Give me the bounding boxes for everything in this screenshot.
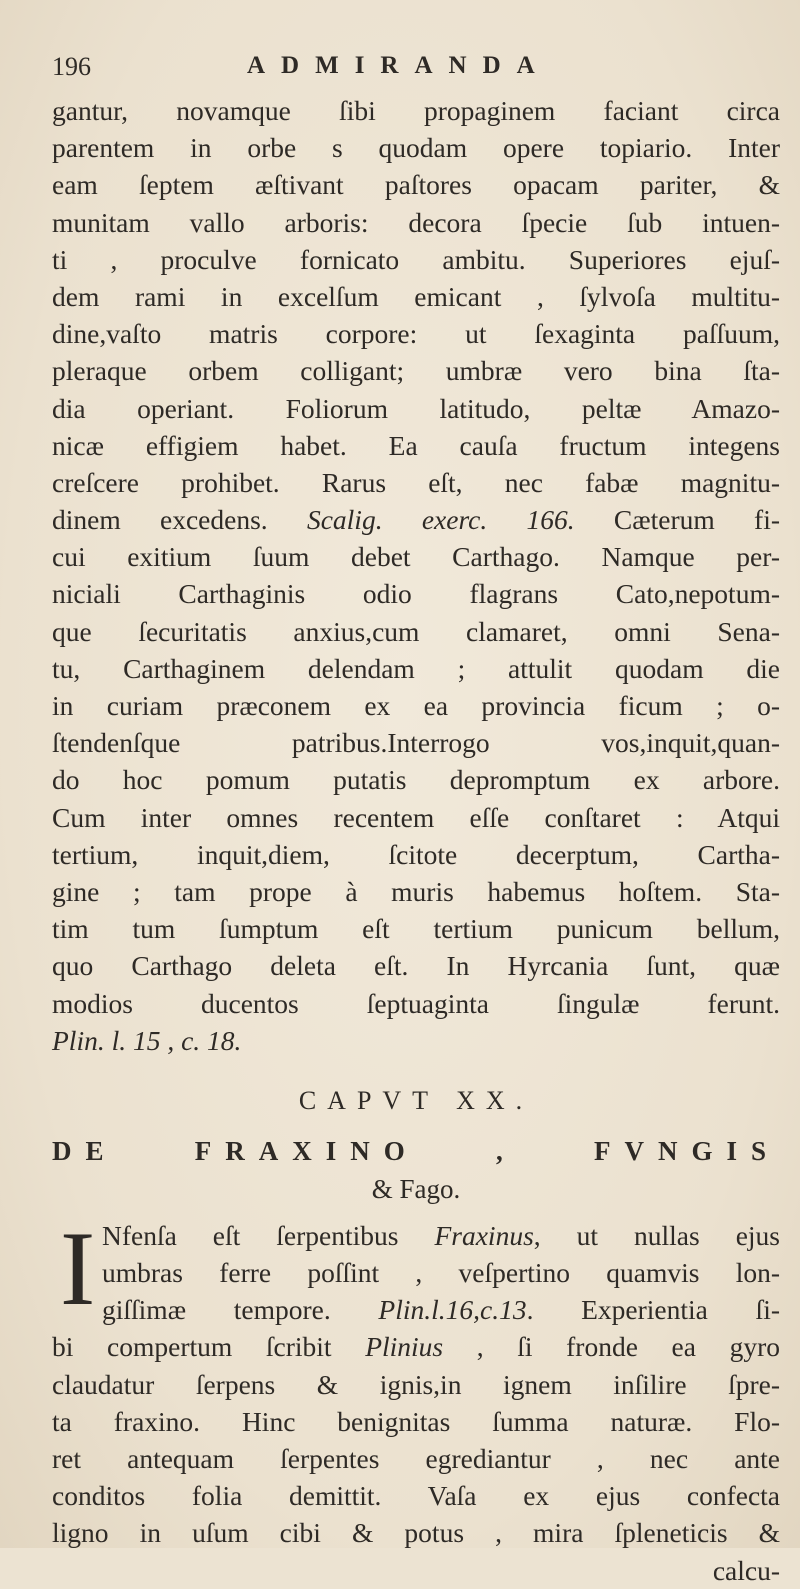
text-line: gine ; tam prope à muris habemus hoſtem. Sta- — [52, 875, 780, 907]
text-line: umbras ferre poſſint , veſpertino quamvis lon- — [102, 1257, 780, 1289]
text-line: Cum inter omnes recentem eſſe conſtaret : Atqui — [52, 801, 780, 833]
line-text: , ſi fronde ea gyro — [443, 1331, 780, 1363]
text-line: in curiam præconem ex ea provincia ficum ; o- — [52, 690, 780, 721]
text-line-with-reference — [52, 501, 780, 538]
text-line: claudatur ſerpens & ignis,in ignem inſilire ſpre- — [52, 1368, 780, 1400]
text-line: que ſecuritatis anxius,cum clamaret, omni Sena- — [52, 615, 780, 647]
citation-pliny-16: Plin.l.16,c.13 — [378, 1294, 527, 1326]
page-number: 196 — [52, 52, 91, 81]
section-title: DE FRAXINO , FVNGIS — [52, 1135, 780, 1166]
text-line: quo Carthago deleta eſt. In Hyrcania ſunt, quæ — [52, 950, 780, 982]
text-line: ſtendenſque patribus.Interrogo vos,inquit,quan- — [52, 727, 780, 759]
catchword: calcu- — [712, 1554, 780, 1586]
text-line: nicæ effigiem habet. Ea cauſa fructum integens — [52, 429, 780, 461]
text-line: creſcere prohibet. Rarus eſt, nec fabæ magnitu- — [52, 466, 780, 498]
drop-cap: I — [60, 1209, 96, 1327]
text-line: tim tum ſumptum eſt tertium punicum bellum, — [52, 913, 780, 945]
text-line: niciali Carthaginis odio flagrans Cato,nepotum- — [52, 578, 780, 610]
italic-term: Fraxinus — [434, 1219, 534, 1251]
text-line: pleraque orbem colligant; umbræ vero bina ſta- — [52, 355, 780, 387]
text-line: modios ducentos ſeptuaginta ſingulæ ferunt. — [52, 987, 780, 1019]
text-line: gantur, novamque ſibi propaginem faciant circa — [52, 95, 780, 126]
text-line: ta fraxino. Hinc benignitas ſumma naturæ. Flo- — [52, 1405, 780, 1437]
text-line: dia operiant. Foliorum latitudo, peltæ Amazo- — [52, 392, 780, 424]
italic-author: Plinius — [365, 1331, 444, 1363]
text-line: cui exitium ſuum debet Carthago. Namque per- — [52, 541, 780, 573]
paragraph-ficus — [52, 92, 792, 1059]
text-line: munitam vallo arboris: decora ſpecie ſub intuen- — [52, 206, 780, 238]
text-block — [52, 52, 792, 1589]
line-text: Cæterum fi- — [574, 504, 780, 536]
paragraph-fraxinus — [52, 1209, 792, 1589]
text-line — [52, 1291, 780, 1328]
chapter-heading: CAPVT XX. — [298, 1085, 534, 1115]
page-header — [52, 52, 792, 92]
text-line: ligno in uſum cibi & potus , mira ſpleneticis & — [52, 1517, 780, 1549]
running-head: ADMIRANDA — [247, 52, 551, 79]
line-text: bi compertum ſcribit — [52, 1331, 366, 1363]
text-line: do hoc pomum putatis depromptum ex arbore. — [52, 764, 780, 796]
text-line: conditos folia demittit. Vaſa ex ejus confecta — [52, 1480, 780, 1512]
text-line: tertium, inquit,diem, ſcitote decerptum, Cartha- — [52, 838, 780, 870]
text-line: ti , proculve fornicato ambitu. Superiores ejuſ- — [52, 243, 780, 275]
line-text: . Experientia ſi- — [526, 1294, 780, 1326]
line-text: dinem excedens. — [52, 504, 307, 536]
citation-scaliger: Scalig. exerc. 166. — [306, 504, 575, 536]
text-line: parentem in orbe s quodam opere topiario. Inter — [52, 132, 780, 164]
text-line — [52, 1217, 780, 1254]
text-line: tu, Carthaginem delendam ; attulit quodam die — [52, 652, 780, 684]
citation-pliny: Plin. l. 15 , c. 18. — [52, 1024, 242, 1056]
line-text: giſſimæ tempore. — [102, 1294, 379, 1326]
text-line: dem rami in excelſum emicant , ſylvoſa multitu- — [52, 280, 780, 312]
text-line — [52, 1328, 780, 1365]
text-line: ret antequam ſerpentes egrediantur , nec ante — [52, 1443, 780, 1474]
line-text: Nfenſa eſt ſerpentibus — [102, 1219, 435, 1251]
section-subtitle: & Fago. — [371, 1173, 461, 1204]
line-text: , ut nullas ejus — [533, 1219, 780, 1251]
text-line: dine,vaſto matris corpore: ut ſexaginta paſſuum, — [52, 318, 780, 350]
text-line: eam ſeptem æſtivant paſtores opacam pariter, & — [52, 169, 780, 201]
